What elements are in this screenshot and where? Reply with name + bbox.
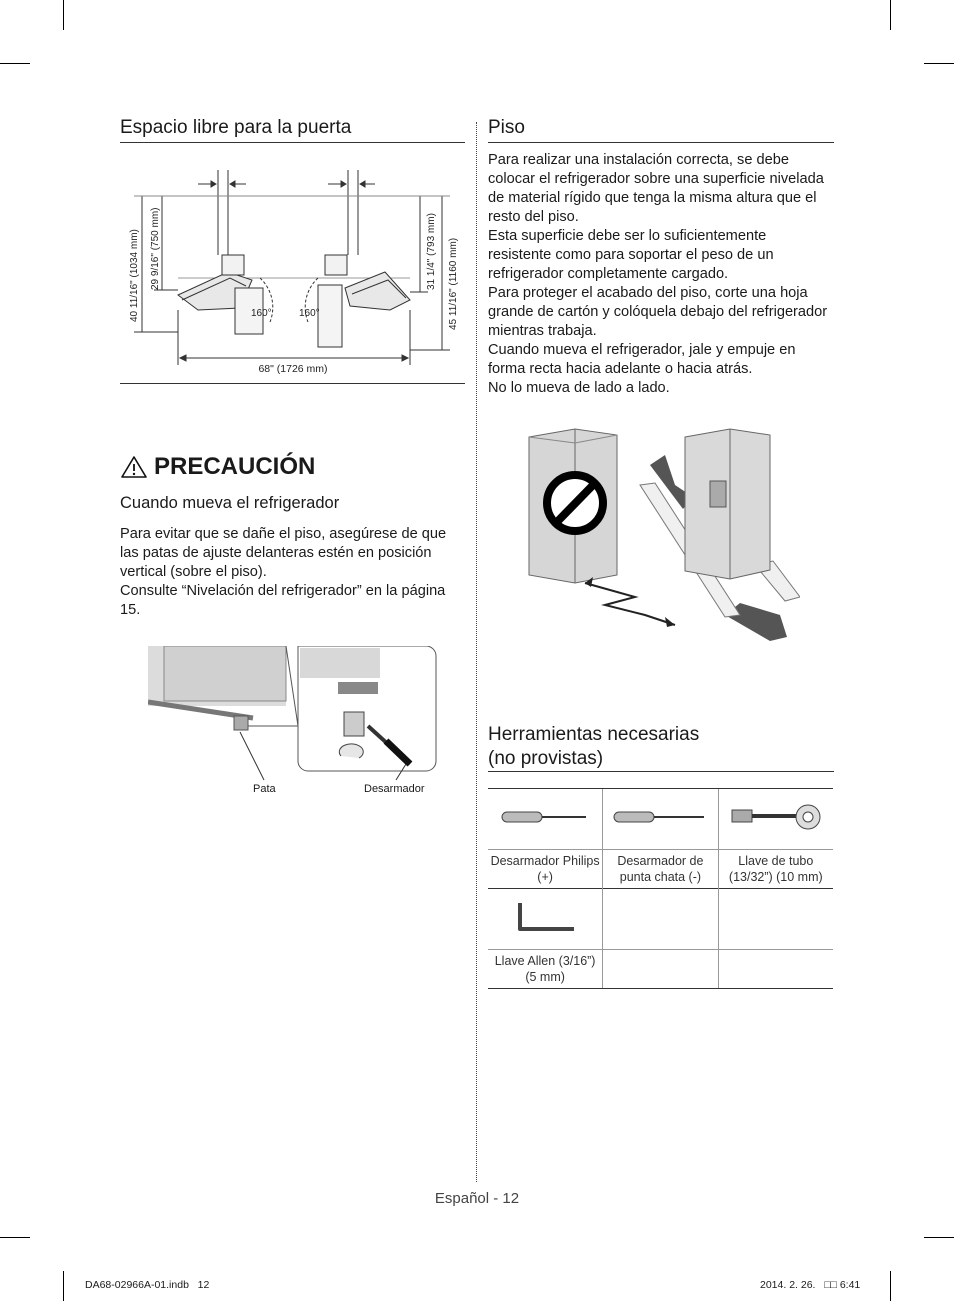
column-divider [476, 122, 477, 1182]
label-screwdriver: Desarmador [364, 783, 425, 795]
floor-paragraph: Esta superficie debe ser lo suficientemente resistente como para soportar el peso de un refrigerador completamente cargado. [488, 228, 774, 282]
tool-cell [488, 889, 603, 950]
tool-label: Desarmador Philips (+) [488, 850, 603, 889]
socket-wrench-icon [728, 802, 824, 832]
tool-label [603, 950, 718, 989]
dim-width: 68" (1726 mm) [258, 363, 328, 375]
door-clearance-heading: Espacio libre para la puerta [120, 117, 352, 138]
moving-fridge-illustration [525, 425, 800, 645]
tool-cell [603, 789, 718, 850]
warning-icon [120, 455, 148, 479]
tool-label: Desarmador de punta chata (-) [603, 850, 718, 889]
angle-left: 160° [251, 308, 272, 319]
file-name: DA68-02966A-01.indb 12 [85, 1279, 210, 1291]
caution-paragraph-1: Para evitar que se dañe el piso, asegúrese de que las patas de ajuste delanteras estén en posición vertical (sobre el piso). [120, 526, 447, 580]
crop-mark [890, 1271, 891, 1301]
phillips-screwdriver-icon [500, 807, 590, 827]
tools-heading [488, 723, 699, 771]
floor-heading: Piso [488, 117, 525, 138]
leg-adjust-illustration [148, 646, 440, 781]
heading-rule [488, 142, 834, 143]
print-date: 2014. 2. 26. □□ 6:41 [760, 1279, 861, 1291]
crop-mark [924, 63, 954, 64]
crop-mark [63, 0, 64, 30]
tool-cell [718, 789, 833, 850]
floor-text [488, 151, 833, 398]
crop-mark [924, 1237, 954, 1238]
section-rule [120, 383, 465, 384]
tool-cell [718, 889, 833, 950]
caution-paragraph-2: Consulte “Nivelación del refrigerador” en la página 15. [120, 583, 446, 618]
tool-label: Llave de tubo (13/32”) (10 mm) [718, 850, 833, 889]
angle-right: 160° [299, 308, 320, 319]
tool-cell [488, 789, 603, 850]
tool-label: Llave Allen (3/16”) (5 mm) [488, 950, 603, 989]
page-label: Español - 12 [434, 1190, 520, 1207]
floor-paragraph: Cuando mueva el refrigerador, jale y empuje en forma recta hacia adelante o hacia atrás. [488, 342, 796, 377]
dim-left-outer: 40 11/16" (1034 mm) [129, 229, 140, 322]
tools-heading-line-1: Herramientas necesarias [488, 724, 700, 745]
label-leg: Pata [253, 783, 276, 795]
tool-cell [603, 889, 718, 950]
caution-subheading: Cuando mueva el refrigerador [120, 494, 340, 512]
crop-mark [890, 0, 891, 30]
dim-right-outer: 45 11/16" (1160 mm) [448, 237, 459, 330]
dim-right-inner: 31 1/4" (793 mm) [426, 213, 437, 290]
crop-mark [0, 1237, 30, 1238]
caution-title-text: PRECAUCIÓN [154, 453, 316, 480]
tool-label [718, 950, 833, 989]
floor-paragraph: No lo mueva de lado a lado. [488, 380, 670, 396]
crop-mark [63, 1271, 64, 1301]
allen-key-icon [510, 899, 580, 935]
tools-heading-line-2: (no provistas) [488, 748, 604, 769]
floor-paragraph: Para realizar una instalación correcta, se debe colocar el refrigerador sobre una superficie nivelada de material rígido que tenga la misma altura que el resto del piso. [488, 152, 824, 225]
flathead-screwdriver-icon [612, 807, 708, 827]
tools-table [488, 788, 833, 989]
caution-title [120, 453, 315, 481]
crop-mark [0, 63, 30, 64]
heading-rule [488, 771, 834, 772]
door-clearance-diagram [120, 160, 465, 385]
dim-left-inner: 29 9/16" (750 mm) [150, 207, 161, 290]
heading-rule [120, 142, 465, 143]
floor-paragraph: Para proteger el acabado del piso, corte una hoja grande de cartón y colóquela debajo del refrigerador mientras trabaja. [488, 285, 828, 339]
